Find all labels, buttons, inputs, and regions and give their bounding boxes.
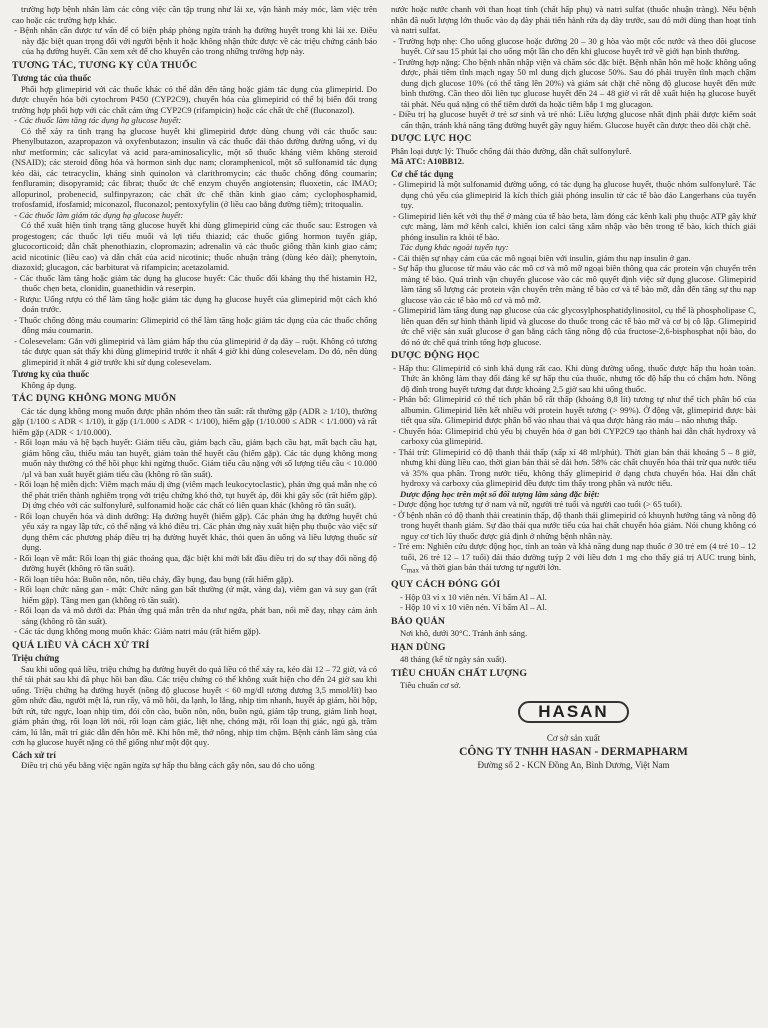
paragraph: - Phân bố: Glimepirid có thể tích phân bố rất thấp (khoảng 8,8 lít) tương tự như thể tích phân bố của albumin. Glimepirid liên kết nhiều với protein huyết tương (> 99%). Ở động vật, glimepirid được bài tiết qua sữa. Glimepirid được phân bố vào nhau thai và qua được hàng rào máu – não nhưng thấp. [393,394,756,425]
text-run: và thời gian bán thải tương tự người lớn. [419,562,562,572]
paragraph: - Glimepirid là một sulfonamid đường uống, có tác dụng hạ glucose huyết, thuộc nhóm sulfonylurê. Tác dụng chủ yếu của glimepirid là kích thích giải phóng insulin từ các tế bào đảo Langerhans của tuyến tụy. [393,179,756,210]
atc-code: Mã ATC: A10BB12. [391,156,465,166]
section-heading-storage: BẢO QUẢN [391,615,446,627]
paragraph: Có thể xuất hiện tình trạng tăng glucose huyết khi dùng glimepirid cùng các thuốc sau: Estrogen và progestogen; các thuốc lợi tiểu muối và lợi tiểu thiazid; các thuốc giống hormon tuyến giáp, glucocorticoid; dẫn chất phenothiazin, clopromazin; adrenalin và các thuốc giống thần kinh giao cảm; acid nicotinic (liều cao) và dẫn chất của acid nicotinic; thuốc nhuận tràng (dùng kéo dài); phenytoin, diazoxid; glucagon, các barbiturat và rifampicin; acetazolamid. [12,220,377,272]
paragraph-label: - Các thuốc làm tăng tác dụng hạ glucose huyết: [14,115,182,125]
paragraph: trường hợp bệnh nhân làm các công việc cần tập trung như lái xe, vận hành máy móc, làm việc trên cao hoặc các trường hợp khác. [12,4,377,25]
section-heading-pharmacokinetics: DƯỢC ĐỘNG HỌC [391,350,480,361]
paragraph: - Ở bệnh nhân có độ thanh thải creatinin thấp, độ thanh thải glimepirid có khuynh hướng tăng và nồng độ trong huyết thanh giảm. Sự đào thải qua nước tiểu của hai chất chuyển hóa giảm. Nói chung không có nguy cơ tích lũy thuốc được giả định ở những bệnh nhân này. [393,509,756,541]
paragraph: Phân loại dược lý: Thuốc chống đái tháo đường, dẫn chất sulfonylurê. [391,145,632,156]
section-heading-pharmacodynamics: DƯỢC LỰC HỌC [391,133,472,144]
company-name: CÔNG TY TNHH HASAN - DERMAPHARM [459,745,688,758]
paragraph: 48 tháng (kể từ ngày sản xuất). [400,654,507,665]
subheading: Triệu chứng [12,653,59,663]
subheading: Cách xử trí [12,749,56,760]
paragraph: Điều trị chủ yếu bằng việc ngăn ngừa sự hấp thu bằng cách gây nôn, sau đó cho uống [21,760,315,770]
manufacturer-label: Cơ sở sản xuất [546,733,601,744]
paragraph: - Hấp thu: Glimepirid có sinh khả dụng rất cao. Khi dùng đường uống, thuốc được hấp thu hoàn toàn. Thức ăn không làm thay đổi đáng kể sự hấp thu của thuốc, nhưng tốc độ hấp thu có chậm hơn. Nồng độ đỉnh trong huyết tương đạt được khoảng 2,5 giờ sau khi uống thuốc. [393,362,756,394]
paragraph: - Dược động học tương tự ở nam và nữ, người trẻ tuổi và người cao tuổi (> 65 tuổi). [393,499,683,509]
paragraph-label: - Các thuốc làm giảm tác dụng hạ glucose huyết: [14,209,184,220]
paragraph: Sau khi uống quá liều, triệu chứng hạ đường huyết do quá liều có thể xảy ra, kéo dài 12 – 72 giờ, và có thể tái phát sau khi đã phục hồi ban đầu. Các triệu chứng có thể không xuất hiện cho đến 24 giờ sau khi uống. Triệu chứng hạ đường huyết (nồng độ glucose huyết < 60 mg/dl tương đương 3,5 mmol/lít) bao gồm nhức đầu, người mệt lả, run rẩy, vã mồ hôi, da lạnh, lo lắng, nhịp tim nhanh, huyết áp giảm, hồi hộp, bứt rứt, tức ngực, loạn nhịp tim, đói cồn cào, buồn nôn, nôn, buồn ngủ, giảm tập trung, giảm linh hoạt, giảm phản ứng, rối loạn lời nói, rối loạn cảm giác, liệt nhẹ, chóng mặt, rối loạn thị giác, ngủ gà, trầm cảm, lú lẫn, mất trí giác dẫn đến hôn mê. Khi hôn mê, thở nông, nhịp tim chậm. Bệnh cảnh lâm sàng của cơn hạ glucose huyết nặng có thể giống như một đột quỵ. [12,663,377,747]
paragraph: - Rối loạn chuyển hóa và dinh dưỡng: Hạ đường huyết (hiếm gặp). Các phản ứng hạ đường huyết chủ yếu xảy ra ngay lập tức, có thể nặng và khó điều trị. Các phản ứng này xuất hiện phụ thuộc vào việc sử dụng thêm các phương pháp điều trị hạ đường huyết khác, thói quen ăn uống và liều lượng thuốc sử dụng. [14,510,377,552]
paragraph: - Rối loạn hệ miễn dịch: Viêm mạch máu dị ứng (viêm mạch leukocytoclastic), phản ứng quá mẫn nhẹ có thể phát triển thành nghiêm trọng với triệu chứng khó thở, tụt huyết áp, đôi khi gây sốc (rất hiếm gặp). Dị ứng chéo với các sulfonylurê, sulfonamid hoặc các chất có liên quan khác (không rõ tần suất). [14,479,377,510]
section-heading-overdose: QUÁ LIỀU VÀ CÁCH XỬ TRÍ [12,639,150,651]
paragraph: Tiêu chuẩn cơ sở. [400,680,461,691]
paragraph-label: Tác dụng khác ngoài tuyến tụy: [400,242,509,252]
section-heading-adverse-effects: TÁC DỤNG KHÔNG MONG MUỐN [12,393,177,404]
paragraph: - Glimepirid làm tăng dung nạp glucose của các glycosylphosphatidylinositol, cụ thể là phospholipase C, liên quan đến sự hình thành lipid và glucose do thuốc trong các tế bào mỡ và cơ bị cô lập. Glimepirid ức chế việc sản xuất glucose ở gan bằng cách tăng nồng độ của fructose-2,6-bisphosphat nội bào, do đó nó ức chế quá trình tổng hợp glucose. [393,305,756,347]
paragraph: - Chuyển hóa: Glimepirid chủ yếu bị chuyển hóa ở gan bởi CYP2C9 tạo thành hai dẫn chất hydroxy và carboxy của glimepirid. [393,425,756,446]
right-column [391,4,756,1028]
paragraph: - Thuốc chống đông máu coumarin: Glimepirid có thể làm tăng hoặc giảm tác dụng của các thuốc chống đông máu coumarin. [14,314,377,335]
subscript: max [406,566,420,575]
company-address: Đường số 2 - KCN Đồng An, Bình Dương, Việt Nam [477,760,670,771]
paragraph: - Rượu: Uống rượu có thể làm tăng hoặc giảm tác dụng hạ glucose huyết của glimepirid một cách khó đoán trước. [14,293,377,314]
left-column [12,4,377,1028]
paragraph: - Cải thiện sự nhạy cảm của các mô ngoại biên với insulin, giảm thu nạp insulin ở gan. [393,252,691,263]
paragraph: Các tác dụng không mong muốn được phân nhóm theo tần suất: rất thường gặp (ADR ≥ 1/10), thường gặp (1/100 ≤ ADR < 1/10), ít gặp (1/1.000 ≤ ADR < 1/100), hiếm gặp (1/10.000 ≤ ADR < 1/1.000) và rất hiếm gặp (ADR < 1/10.000). [12,405,377,437]
paragraph: - Trường hợp nặng: Cho bệnh nhân nhập viện và chăm sóc đặc biệt. Bệnh nhân hôn mê hoặc không uống được, phải tiêm tĩnh mạch ngay 50 ml dung dịch glucose 50%. Sau đó phải truyền tĩnh mạch chậm dung dịch glucose 10% (có thể tăng lên 20%) và giám sát chặt chẽ nồng độ glucose huyết đến mức bình thường. Cần theo dõi liên tục glucose huyết đến 24 – 48 giờ vì rất dễ xuất hiện hạ glucose huyết tái phát. Nếu quá nặng có thể tiêm dưới da hoặc tiêm bắp 1 mg glucagon. [393,56,756,109]
paragraph: - Hộp 03 vỉ x 10 viên nén. Vỉ bấm Al – Al. [400,591,547,602]
paragraph: - Hộp 10 vỉ x 10 viên nén. Vỉ bấm Al – Al. [400,602,547,613]
paragraph: Có thể xảy ra tình trạng hạ glucose huyết khi glimepirid được dùng chung với các thuốc sau: Phenylbutazon, azapropazon và oxyfenbutazon; insulin và các thuốc đái tháo đường đường uống, ví dụ như metformin; các salicylat và acid para-aminosalicylic, một số thuốc kháng viêm không steroid (NSAID); các steroid đồng hóa và hormon sinh dục nam; cloramphenicol, một số sulfonamid tác dụng kéo dài, các tetracyclin, kháng sinh quinolon và clarithromycin; các thuốc chống đông coumarin; fenfluramin; disopyramid; các fibrat; thuốc ức chế enzym chuyển angiotensin; fluoxetin, các IMAO; allopurinol, probenecid, sulfinpyrazon; các chất ức chế thần kinh giao cảm; cyclophosphamid, trofosfamid, ifosfamid; miconazol, fluconazol; pentoxyfylin (ở liều cao bằng đường tiêm); tritoqualin. [12,125,377,209]
paragraph [391,541,756,576]
paragraph-label: Dược động học trên một số đối tượng lâm sàng đặc biệt: [400,488,600,499]
paragraph: Không áp dụng. [21,379,77,390]
subheading: Tương tác của thuốc [12,73,92,83]
paragraph: nước hoặc nước chanh với than hoạt tính (chất hấp phụ) và natri sulfat (thuốc nhuận tràng). Nếu bệnh nhân đã nuốt lượng lớn thuốc vào dạ dày phải tiến hành rửa dạ dày trước, sau đó mới dùng than hoạt tính và natri sulfat. [391,4,756,35]
paragraph: - Các tác dụng không mong muốn khác: Giảm natri máu (rất hiếm gặp). [14,626,261,636]
paragraph: - Rối loạn chức năng gan - mật: Chức năng gan bất thường (ứ mật, vàng da), viêm gan và suy gan (rất hiếm gặp). Tăng men gan (không rõ tần suất). [14,584,377,605]
paragraph: - Bệnh nhân cần được tư vấn để có biện pháp phòng ngừa tránh hạ đường huyết trong khi lái xe. Điều này đặc biệt quan trọng đối với người bệnh ít hoặc không nhận thức được về các triệu chứng cảnh báo của hạ đường huyết. Cần xem xét để cho khuyến cáo trong những trường hợp này. [14,25,377,56]
paragraph: - Điều trị hạ glucose huyết ở trẻ sơ sinh và trẻ nhỏ: Liều lượng glucose nhất định phải được kiểm soát cẩn thận, tránh khả năng tăng đường huyết gây nguy hiểm. Glucose huyết cần được theo dõi chặt chẽ. [393,109,756,130]
section-heading-standard: TIÊU CHUẨN CHẤT LƯỢNG [391,667,528,679]
paragraph: - Thải trừ: Glimepirid có độ thanh thải thấp (xấp xỉ 48 ml/phút). Thời gian bán thải khoảng 5 – 8 giờ, nhưng khi dùng liều cao, thời gian bán thải sẽ dài hơn. 58% các chất chuyển hóa thải trừ qua nước tiểu và 35% qua phân. Trong nước tiểu, không thấy glimepirid ở dạng chưa chuyển hóa. Hai dẫn chất hydroxy và carboxy của glimepirid đều được tìm thấy trong phân và nước tiểu. [393,446,756,488]
text-run: - Trẻ em: Nghiên cứu dược động học, tính an toàn và khả năng dung nạp thuốc ở 30 trẻ em (4 trẻ 10 – 12 tuổi, 26 trẻ 12 – 17 tuổi) đái tháo đường tuýp 2 với liều đơn 1 mg cho thấy giá trị AUC trung bình, C [393,541,756,572]
paragraph: - Rối loạn máu và hệ bạch huyết: Giảm tiểu cầu, giảm bạch cầu, giảm bạch cầu hạt, mất bạch cầu hạt, giảm hồng cầu, thiếu máu tan huyết, giảm toàn thể huyết cầu (hiếm gặp). Các tác dụng không mong muốn này thường có thể hồi phục khi ngừng thuốc. Giảm tiểu cầu nặng với số lượng tiểu cầu < 10.000 /µl và ban xuất huyết giảm tiểu cầu (không rõ tần suất). [14,437,377,479]
paragraph: - Rối loạn da và mô dưới da: Phản ứng quá mẫn trên da như ngứa, phát ban, nổi mề đay, nhạy cảm ánh sáng (không rõ tần suất). [14,605,377,626]
paragraph: - Các thuốc làm tăng hoặc giảm tác dụng hạ glucose huyết: Các thuốc đối kháng thụ thể histamin H2, thuốc chẹn beta, clonidin, guanethidin và reserpin. [14,272,377,293]
paragraph: - Rối loạn về mắt: Rối loạn thị giác thoáng qua, đặc biệt khi mới bắt đầu điều trị do sự thay đổi nồng độ đường huyết (không rõ tần suất). [14,552,377,573]
section-heading-expiry: HẠN DÙNG [391,641,446,653]
paragraph: Nơi khô, dưới 30°C. Tránh ánh sáng. [400,628,528,639]
manufacturer-block [391,697,756,771]
section-heading-packaging: QUY CÁCH ĐÓNG GÓI [391,579,501,591]
paragraph: - Colesevelam: Gắn với glimepirid và làm giảm hấp thu của glimepirid ở dạ dày – ruột. Không có tương tác được quan sát thấy khi dùng glimepirid trước ít nhất 4 giờ khi dùng colesevelam. Do đó, nên dùng glimepirid ít nhất 4 giờ trước khi sử dụng colesevelam. [14,335,377,367]
paragraph: - Trường hợp nhẹ: Cho uống glucose hoặc đường 20 – 30 g hòa vào một cốc nước và theo dõi glucose huyết. Cứ sau 15 phút lại cho uống một lần cho đến khi glucose huyết trở về giới hạn bình thường. [393,35,756,56]
paragraph: - Rối loạn tiêu hóa: Buồn nôn, nôn, tiêu chảy, đầy bụng, đau bụng (rất hiếm gặp). [14,573,294,584]
subheading: Cơ chế tác dụng [391,168,454,179]
section-heading-interactions: TƯƠNG TÁC, TƯƠNG KỴ CỦA THUỐC [12,59,198,71]
subheading: Tương kỵ của thuốc [12,369,90,379]
paragraph: - Glimepirid liên kết với thụ thể ở màng của tế bào beta, làm đóng các kênh kali phụ thuộc ATP gây khử cực màng, làm mở kênh calci, khiến ion calci tăng xâm nhập vào bên trong tế bào, kích thích giải phóng insulin ra khỏi tế bào. [393,210,756,242]
hasan-logo: HASAN [518,701,628,724]
paragraph: - Sự hấp thu glucose từ máu vào các mô cơ và mô mỡ ngoại biên thông qua các protein vận chuyển trên màng tế bào. Quá trình vận chuyển glucose vào các mô quyết định việc sử dụng glucose. Glimepirid làm tăng số lượng các protein vận chuyển trên màng tế bào cơ và tế bào mỡ, dẫn đến tăng sự thu nạp glucose vào các tế bào mô cơ và mô mỡ. [393,263,756,305]
paragraph: Phối hợp glimepirid với các thuốc khác có thể dẫn đến tăng hoặc giảm tác dụng của glimepirid. Do được chuyển hóa bởi cytochrom P450 (CYP2C9), chuyển hóa của glimepirid có thể bị biến đổi trong trường hợp phối hợp với các chất cảm ứng CYP2C9 (rifampicin) hoặc các chất ức chế (fluconazol). [12,83,377,115]
